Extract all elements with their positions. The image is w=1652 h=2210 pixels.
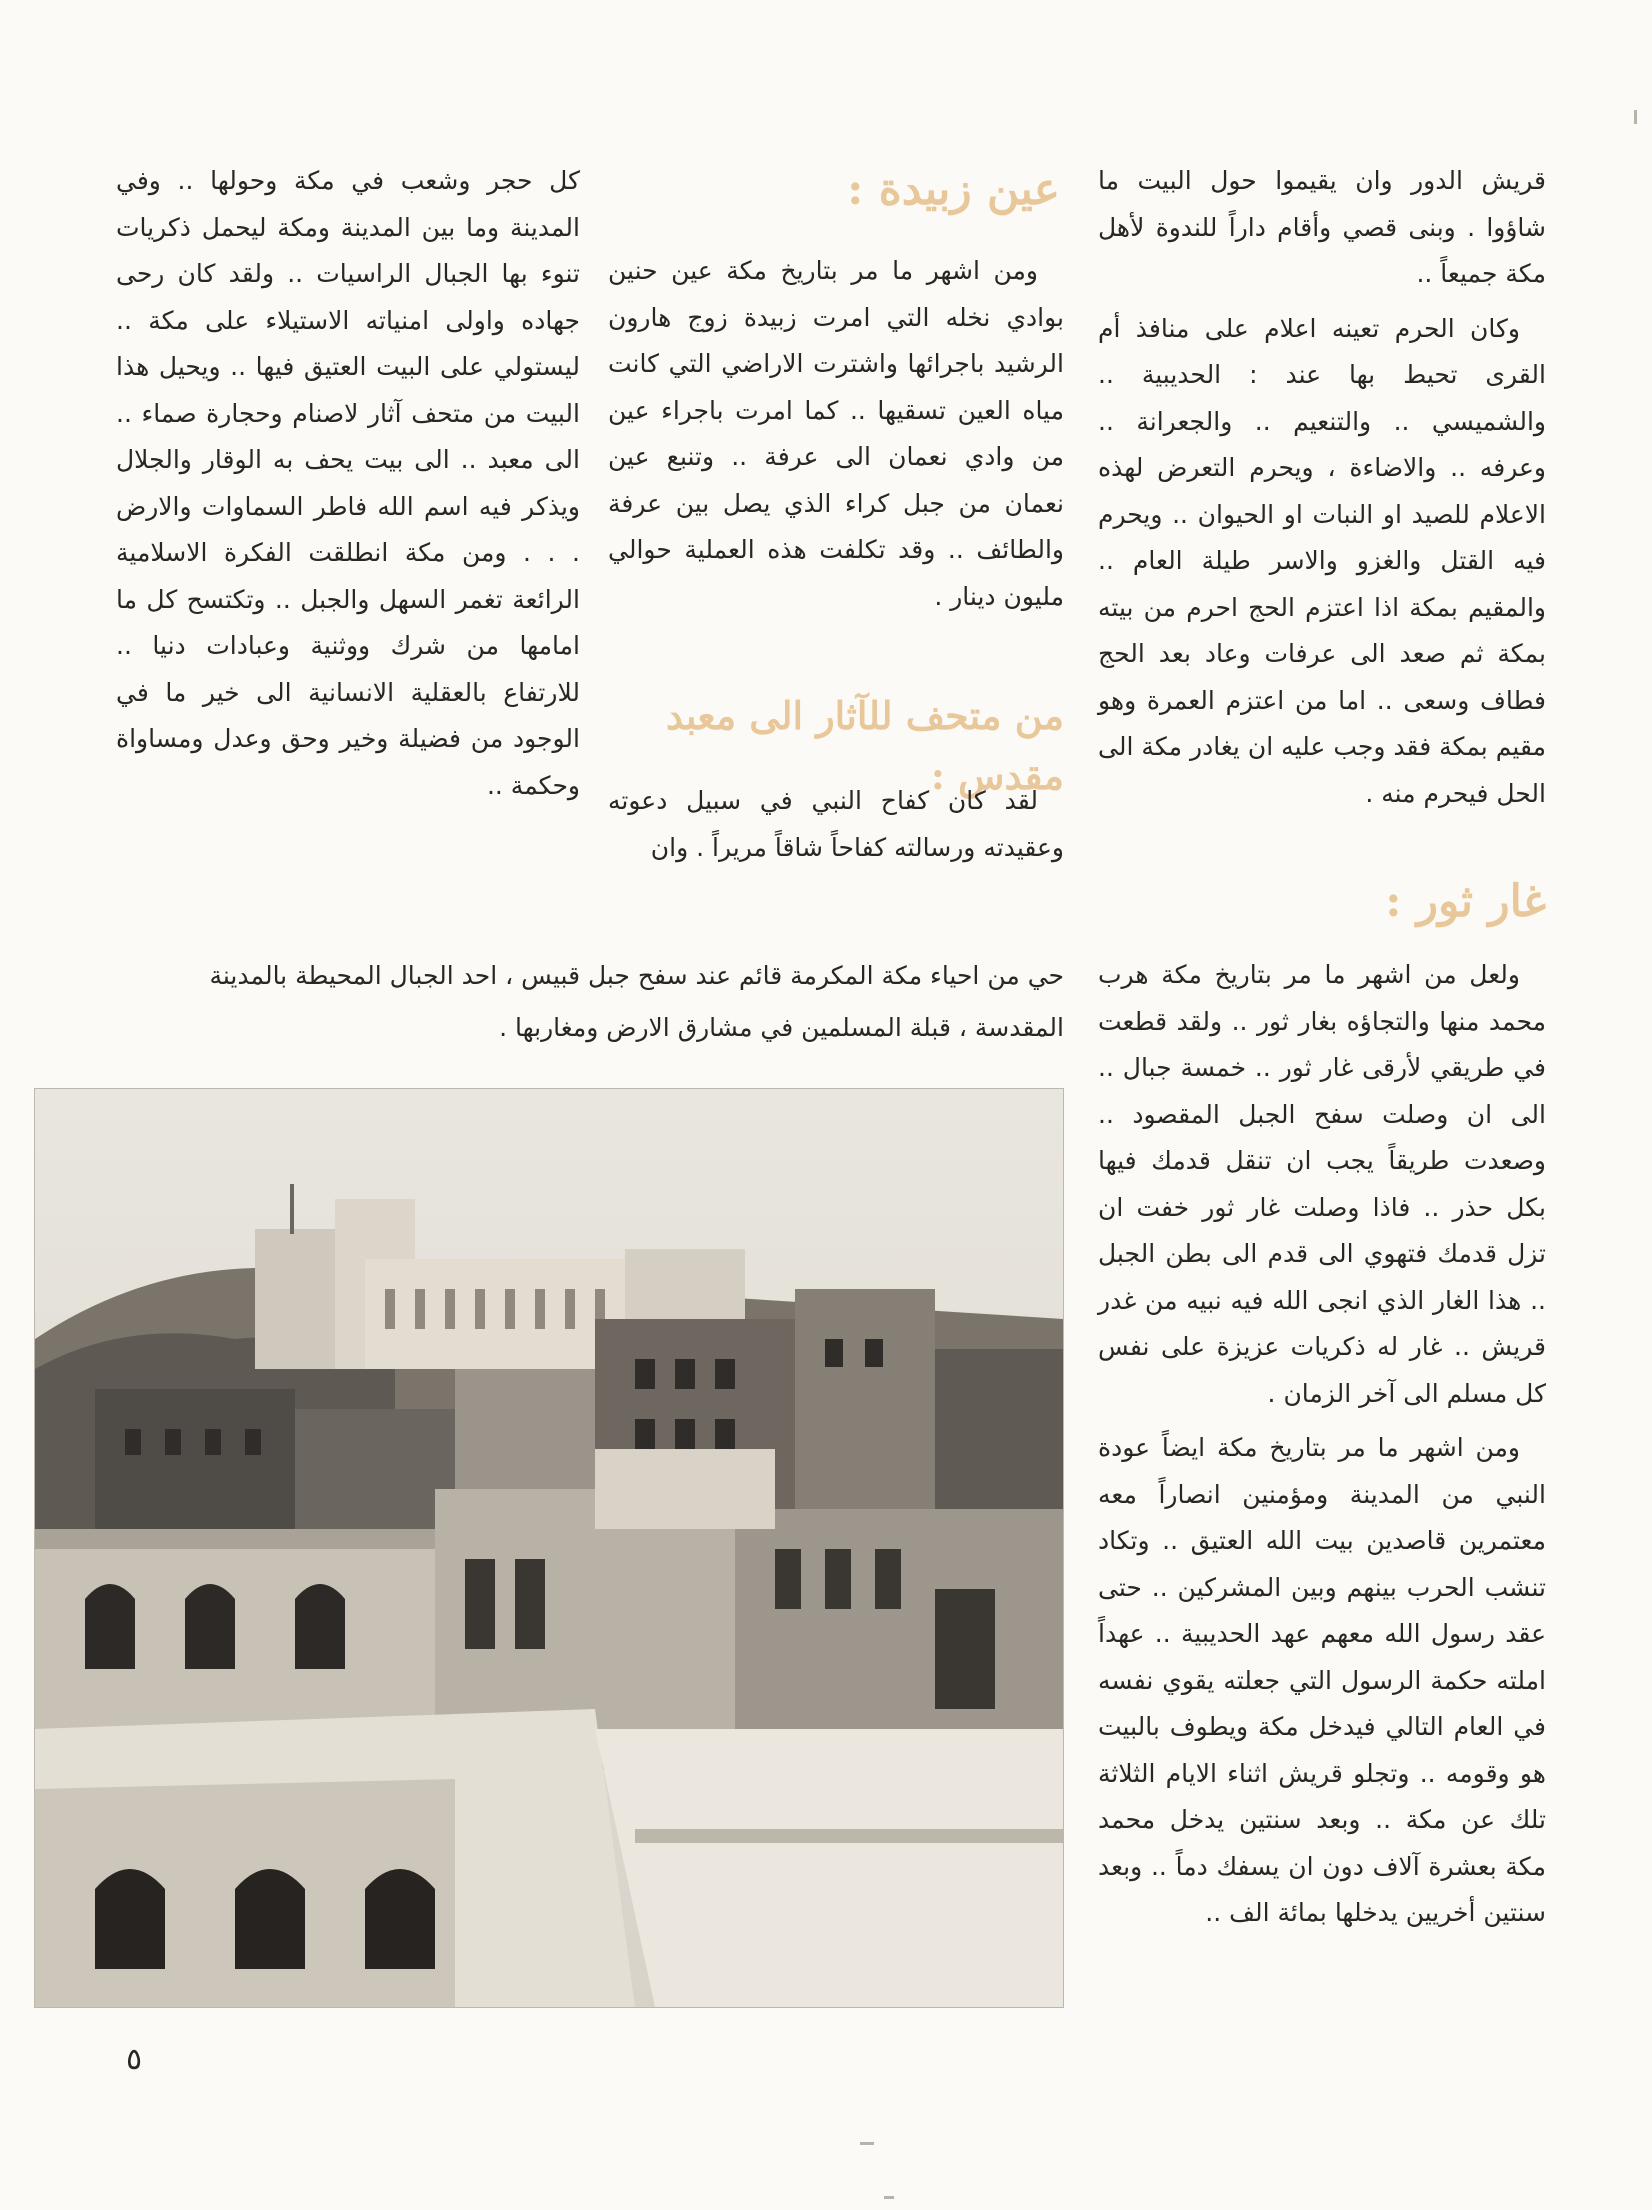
- column-right-bottom: [1098, 952, 1546, 1945]
- scan-mark: [860, 2142, 874, 2145]
- photo-caption: [40, 950, 1064, 1054]
- paragraph: وكان الحرم تعينه اعلام على منافذ أم القرى تحيط بها عند : الحديبية .. والشميسي .. والتنعيم .. والجعرانة .. وعرفه .. والاضاءة ، ويحرم التعرض لهذه الاعلام للصيد او النبات او الحيوان .. ويحرم فيه القتل والغزو والاسر طيلة العام .. والمقيم بمكة اذا اعتزم الحج احرم من بيته بمكة ثم صعد الى عرفات وعاد بعد الحج فطاف وسعى .. اما من اعتزم العمرة وهو مقيم بمكة فقد وجب عليه ان يغادر مكة الى الحل فيحرم منه .: [1098, 313, 1546, 808]
- paragraph: ومن اشهر ما مر بتاريخ مكة ايضاً عودة النبي من المدينة ومؤمنين انصاراً معه معتمرين قاصدين بيت الله العتيق .. وتكاد تنشب الحرب بينهم وبين المشركين .. حتى عقد رسول الله معهم عهد الحديبية .. عهداً املته حكمة الرسول التي جعلته يقوي نفسه في العام التالي فيدخل مكة ويطوف بالبيت هو وقومه .. وتجلو قريش اثناء الايام الثلاثة تلك عن مكة .. وبعد سنتين يدخل محمد مكة بعشرة آلاف دون ان يسفك دماً .. وبعد سنتين أخريين يدخلها بمائة الف ..: [1098, 1433, 1546, 1927]
- scan-mark: [1634, 110, 1637, 124]
- scan-mark: [884, 2196, 894, 2199]
- column-left: [116, 158, 580, 817]
- photo-illustration: [35, 1089, 1063, 2007]
- paragraph: ولعل من اشهر ما مر بتاريخ مكة هرب محمد منها والتجاؤه بغار ثور .. ولقد قطعت في طريقي لأرقى غار ثور .. خمسة جبال .. الى ان وصلت سفح الجبل المقصود .. وصعدت طريقاً يجب ان تنقل قدمك فيها بكل حذر .. فاذا وصلت غار ثور خفت ان تزل قدمك فتهوي الى قدم الى بطن الجبل .. هذا الغار الذي انجى الله فيه نبيه من غدر قريش .. غار له ذكريات عزيزة على نفس كل مسلم الى آخر الزمان .: [1098, 960, 1546, 1408]
- column-middle-top: [608, 248, 1064, 628]
- photo-mecca-neighborhood: [34, 1088, 1064, 2008]
- page-number: ٥: [126, 2042, 143, 2077]
- heading-ain-zubaida: عين زبيدة :: [847, 164, 1060, 215]
- caption-line: حي من احياء مكة المكرمة قائم عند سفح جبل قبيس ، احد الجبال المحيطة بالمدينة: [209, 961, 1064, 990]
- paragraph: لقد كان كفاح النبي في سبيل دعوته وعقيدته ورسالته كفاحاً شاقاً مريراً . وان: [608, 786, 1064, 862]
- paragraph: قريش الدور وان يقيموا حول البيت ما شاؤوا . وبنى قصي وأقام داراً للندوة لأهل مكة جميعاً ..: [1098, 166, 1546, 288]
- column-right-top: [1098, 158, 1546, 825]
- column-middle-bottom: [608, 778, 1064, 879]
- caption-line: المقدسة ، قبلة المسلمين في مشارق الارض ومغاربها .: [499, 1013, 1064, 1042]
- paragraph: كل حجر وشعب في مكة وحولها .. وفي المدينة وما بين المدينة ومكة ليحمل ذكريات تنوء بها الجبال الراسيات .. ولقد كان رحى جهاده واولى امنياته الاستيلاء على مكة .. ليستولي على البيت العتيق فيها .. ويحيل هذا البيت من متحف آثار لاصنام وحجارة صماء .. الى معبد .. الى بيت يحف به الوقار والجلال ويذكر فيه اسم الله فاطر السماوات والارض . . . ومن مكة انطلقت الفكرة الاسلامية الرائعة تغمر السهل والجبل .. وتكتسح كل ما امامها من شرك ووثنية وعبادات دنيا .. للارتفاع بالعقلية الانسانية الى خير ما في الوجود من فضيلة وخير وحق وعدل ومساواة وحكمة ..: [116, 166, 580, 800]
- paragraph: ومن اشهر ما مر بتاريخ مكة عين حنين بوادي نخله التي امرت زبيدة زوج هارون الرشيد باجرائها واشترت الاراضي التي كانت مياه العين تسقيها .. كما امرت باجراء عين من وادي نعمان الى عرفة .. وتنبع عين نعمان من جبل كراء الذي يصل بين عرفة والطائف .. وقد تكلفت هذه العملية حوالي مليون دينار .: [608, 256, 1064, 611]
- heading-museum-to-temple: من متحف للآثار الى معبد مقدس :: [665, 693, 1064, 798]
- heading-ghar-thawr: غار ثور :: [1385, 876, 1546, 927]
